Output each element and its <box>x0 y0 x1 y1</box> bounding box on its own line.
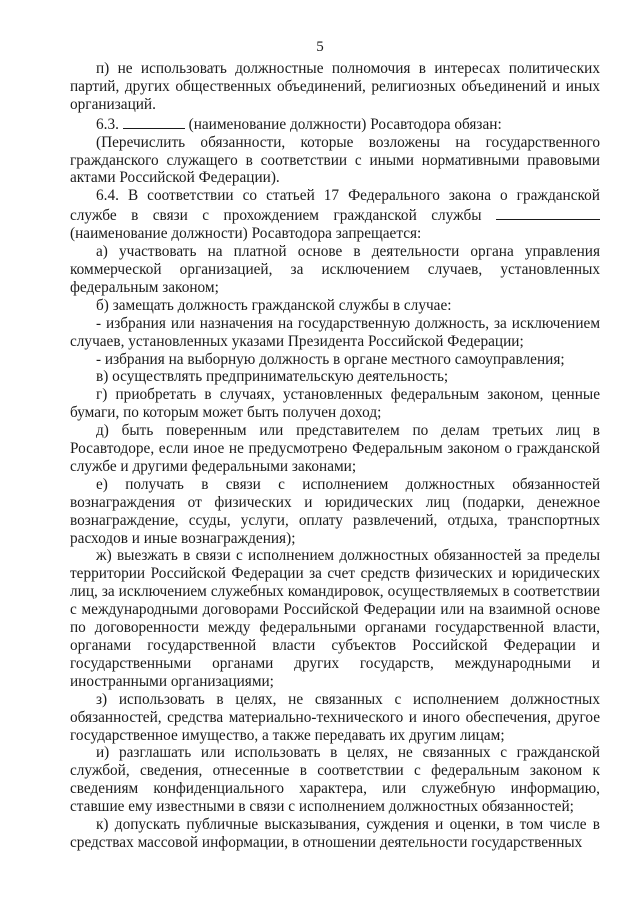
paragraph-6-3 <box>70 114 600 134</box>
paragraph-item-g: г) приобретать в случаях, установленных федеральным законом, ценные бумаги, по которым может быть получен доход; <box>70 386 600 422</box>
paragraph-item-a: а) участвовать на платной основе в деятельности органа управления коммерческой организацией, за исключением случаев, установленных федеральным законом; <box>70 243 600 296</box>
paragraph-6-4-text-end: (наименование должности) Росавтодора запрещается: <box>70 225 422 243</box>
paragraph-6-3-text: (наименование должности) Росавтодора обязан: <box>188 115 502 133</box>
paragraph-item-z: з) использовать в целях, не связанных с исполнением должностных обязанностей, средства материально-технического и иного обеспечения, другое государственное имущество, а также передавать их другим лицам; <box>70 690 600 744</box>
page-number: 5 <box>316 39 324 55</box>
paragraph-item-i: и) разглашать или использовать в целях, не связанных с гражданской службой, сведения, отнесенные в соответствии с федеральным законом к сведениям конфиденциального характера, или служебную информацию, ставшие ему известными в связи с исполнением должностных обязанностей; <box>70 744 600 816</box>
position-name-blank-2 <box>496 205 600 220</box>
paragraph-item-b-2: - избрания на выборную должность в органе местного самоуправления; <box>96 350 565 368</box>
paragraph-item-n: п) не использовать должностные полномочия в интересах политических партий, других общественных объединений, религиозных объединений и иных организаций. <box>70 60 600 113</box>
paragraph-item-d: д) быть поверенным или представителем по делам третьих лиц в Росавтодоре, если иное не предусмотрено Федеральным законом о гражданской службе и другими федеральными законами; <box>70 422 600 475</box>
paragraph-6-3-number: 6.3. <box>96 115 119 133</box>
position-name-blank <box>123 114 185 129</box>
paragraph-6-4 <box>70 187 600 243</box>
paragraph-6-4-text: 6.4. В соответствии со статьей 17 Федерального закона о гражданской службе в связи с прохождением гражданской службы <box>70 187 600 225</box>
paragraph-item-zh: ж) выезжать в связи с исполнением должностных обязанностей за пределы территории Российской Федерации за счет средств физических и юридических лиц, за исключением служебных командировок, осуществляемых в соответствии с международными договорами Российской Федерации или на взаимной основе по договоренности между федеральными органами государственной власти, органами государственной власти субъектов Российской Федерации и государственными органами других государств, международными и иностранными организациями; <box>70 547 600 690</box>
paragraph-item-v: в) осуществлять предпринимательскую деятельность; <box>96 368 449 386</box>
paragraph-item-k: к) допускать публичные высказывания, суждения и оценки, в том числе в средствах массовой информации, в отношении деятельности государственных <box>70 816 600 851</box>
document-body <box>70 60 600 852</box>
paragraph-item-b-1: - избрания или назначения на государственную должность, за исключением случаев, установленных указами Президента Российской Федерации; <box>70 314 600 350</box>
paragraph-item-e: е) получать в связи с исполнением должностных обязанностей вознаграждения от физических и юридических лиц (подарки, денежное вознаграждение, ссуды, услуги, оплату развлечений, отдыха, транспортных расходов и иные вознаграждения); <box>70 475 600 547</box>
paragraph-duties-note: (Перечислить обязанности, которые возложены на государственного гражданского служащего в соответствии с иными нормативными правовыми актами Российской Федерации). <box>70 133 600 187</box>
paragraph-item-b: б) замещать должность гражданской службы в случае: <box>96 296 452 314</box>
